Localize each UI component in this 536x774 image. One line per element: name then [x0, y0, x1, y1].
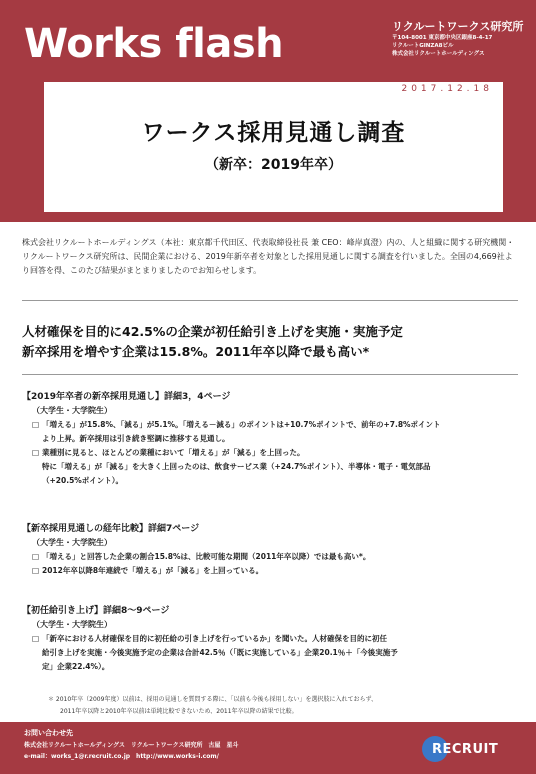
works-flash-logo: Works flash [24, 21, 284, 67]
section-title: 【初任給引き上げ】詳細8～9ページ [22, 606, 170, 616]
section-trend [22, 522, 522, 578]
list-item: □ 2012年卒以降8年連続で「増える」が「減る」を上回っている。 [32, 564, 522, 578]
list-item: □ 「増える」と回答した企業の割合15.8%は、比較可能な期間（2011年卒以降）では最も高い*。 [32, 550, 522, 564]
section-subtitle: （大学生・大学院生） [32, 620, 112, 629]
headline [22, 322, 522, 362]
contact-person: 株式会社リクルートホールディングス リクルートワークス研究所 古屋 星斗 [24, 742, 239, 749]
contact-email-url[interactable]: e-mail：works_1@r.recruit.co.jp http://www.works-i.com/ [24, 753, 219, 760]
institute-name: リクルートワークス研究所 [392, 20, 524, 33]
headline-line-2: 新卒採用を増やす企業は15.8%。2011年卒以降で最も高い* [22, 344, 370, 359]
checkbox-square-icon: □ [32, 420, 40, 429]
institute-address: 〒104-8001 東京都中央区銀座8-4-17 [392, 35, 493, 41]
intro-paragraph: 株式会社リクルートホールディングス（本社：東京都千代田区、代表取締役社長 兼 CEO：峰岸真澄）内の、人と組織に関する研究機関・リクルートワークス研究所は、民間企業における、2019年新卒者を対象とした採用見通しに関する調査を行いました。全国の4,669社より回答を得、このたび結果がまとまりましたのでお知らせします。 [22, 238, 515, 275]
institute-block [392, 20, 532, 58]
section-title: 【2019年卒者の新卒採用見通し】詳細3，4ページ [22, 392, 231, 402]
footnote: ＊ 2010年卒（2009年度）以前は、採用の見通しを質問する際に、「以前も今後も採用しない」を選択肢に入れておらず、 2011年卒以降と2010年卒以前は単純比較できないため、2011年卒以降の結果で比較。 [48, 696, 377, 715]
footer-band [0, 722, 536, 774]
checkbox-square-icon: □ [32, 634, 40, 643]
institute-company: 株式会社リクルートホールディングス [392, 51, 485, 57]
recruit-logo [422, 736, 522, 762]
bullet-list [32, 418, 522, 488]
section-subtitle: （大学生・大学院生） [32, 406, 112, 415]
section-starting-salary [22, 604, 522, 674]
checkbox-square-icon: □ [32, 552, 40, 561]
section-title: 【新卒採用見通しの経年比較】詳細7ページ [22, 524, 200, 534]
divider-middle [22, 374, 518, 375]
section-outlook [22, 390, 522, 488]
title-box [44, 82, 503, 212]
checkbox-square-icon: □ [32, 566, 40, 575]
list-item: □ 業種別に見ると、ほとんどの業種において「増える」が「減る」を上回った。 特に「増える」が「減る」を大きく上回ったのは、飲食サービス業（+24.7%ポイント）、半導体・電子・電気部品 （+20.5%ポイント）。 [32, 448, 431, 485]
page-subtitle: （新卒：2019年卒） [205, 157, 342, 173]
section-subtitle: （大学生・大学院生） [32, 538, 112, 547]
contact-label: お問い合わせ先 [24, 729, 73, 737]
release-date: 2017.12.18 [401, 84, 493, 94]
institute-building: リクルートGINZA8ビル [392, 43, 454, 49]
headline-line-1: 人材確保を目的に42.5%の企業が初任給引き上げを実施・実施予定 [22, 324, 403, 339]
bullet-list [32, 632, 522, 674]
list-item: □ 「新卒における人材確保を目的に初任給の引き上げを行っているか」を聞いた。人材確保を目的に初任 給引き上げを実施・今後実施予定の企業は合計42.5％（「既に実施している」企業20.1％＋「今後実施予 定」企業22.4%）。 [32, 634, 398, 671]
page-title: ワークス採用見通し調査 [141, 120, 406, 146]
divider-top [22, 300, 518, 301]
checkbox-square-icon: □ [32, 448, 40, 457]
bullet-list [32, 550, 522, 578]
list-item: □ 「増える」が15.8%、「減る」が5.1%。「増える－減る」のポイントは+10.7%ポイントで、前年の+7.8%ポイント より上昇。新卒採用は引き続き堅調に推移する見通し。 [32, 420, 441, 443]
recruit-wordmark: RECRUIT [432, 742, 499, 757]
header-band [0, 0, 536, 222]
